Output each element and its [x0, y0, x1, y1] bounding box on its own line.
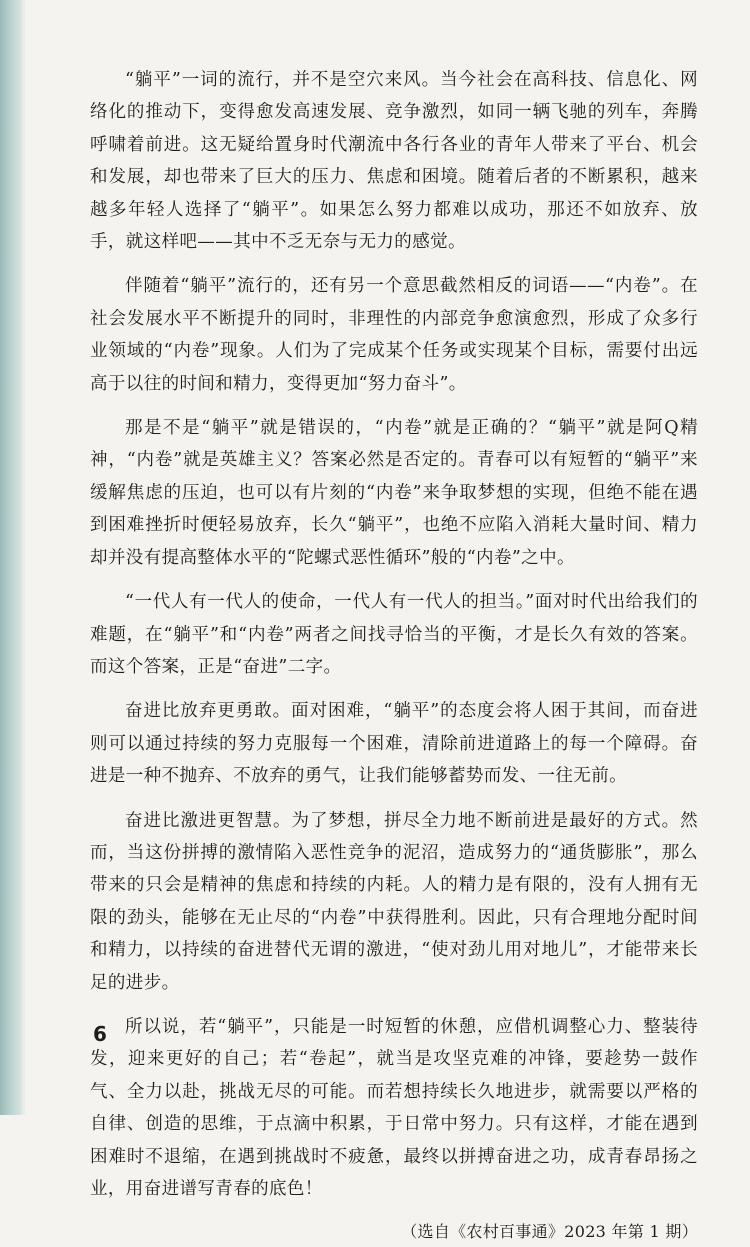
- page-number: 6: [93, 1022, 107, 1046]
- paragraph-5: 奋进比放弃更勇敢。面对困难，“躺平”的态度会将人困于其间，而奋进则可以通过持续的努力克服每一个困难，清除前进道路上的每一个障碍。奋进是一种不抛弃、不放弃的勇气，让我们能够蓄势而发、一往无前。: [90, 701, 698, 787]
- paragraph-1: “躺平”一词的流行，并不是空穴来风。当今社会在高科技、信息化、网络化的推动下，变得愈发高速发展、竞争激烈，如同一辆飞驰的列车，奔腾呼啸着前进。这无疑给置身时代潮流中各行各业的青年人带来了平台、机会和发展，却也带来了巨大的压力、焦虑和困境。随着后者的不断累积，越来越多年轻人选择了“躺平”。如果怎么努力都难以成功，那还不如放弃、放手，就这样吧——其中不乏无奈与无力的感觉。: [90, 70, 698, 253]
- book-spine-edge: [0, 0, 22, 1115]
- paragraph-2: 伴随着“躺平”流行的，还有另一个意思截然相反的词语——“内卷”。在社会发展水平不断提升的同时，非理性的内部竞争愈演愈烈，形成了众多行业领域的“内卷”现象。人们为了完成某个任务或实现某个目标，需要付出远高于以往的时间和精力，变得更加“努力奋斗”。: [90, 276, 698, 394]
- paragraph-7: 所以说，若“躺平”，只能是一时短暂的休憩，应借机调整心力、整装待发，迎来更好的自己；若“卷起”，就当是攻坚克难的冲锋，要趁势一鼓作气、全力以赴，挑战无尽的可能。而若想持续长久地进步，就需要以严格的自律、创造的思维，于点滴中积累，于日常中努力。只有这样，才能在遇到困难时不退缩，在遇到挑战时不疲惫，最终以拼搏奋进之功，成青春昂扬之业，用奋进谱写青春的底色！: [90, 1016, 698, 1199]
- source-citation: （选自《农村百事通》2023 年第 1 期）: [401, 1222, 698, 1242]
- article-body: [90, 64, 698, 1247]
- paragraph-3: 那是不是“躺平”就是错误的，“内卷”就是正确的？“躺平”就是阿Q精神，“内卷”就是英雄主义？答案必然是否定的。青春可以有短暂的“躺平”来缓解焦虑的压迫，也可以有片刻的“内卷”来争取梦想的实现，但绝不能在遇到困难挫折时便轻易放弃，长久“躺平”，也绝不应陷入消耗大量时间、精力却并没有提高整体水平的“陀螺式恶性循环”般的“内卷”之中。: [90, 418, 698, 568]
- paragraph-4: “一代人有一代人的使命，一代人有一代人的担当。”面对时代出给我们的难题，在“躺平”和“内卷”两者之间找寻恰当的平衡，才是长久有效的答案。而这个答案，正是“奋进”二字。: [90, 592, 698, 677]
- paragraph-6: 奋进比激进更智慧。为了梦想，拼尽全力地不断前进是最好的方式。然而，当这份拼搏的激情陷入恶性竞争的泥沼，造成努力的“通货膨胀”，那么带来的只会是精神的焦虑和持续的内耗。人的精力是有限的，没有人拥有无限的劲头，能够在无止尽的“内卷”中获得胜利。因此，只有合理地分配时间和精力，以持续的奋进替代无谓的激进，“使对劲儿用对地儿”，才能带来长足的进步。: [90, 810, 698, 993]
- page-edge: [22, 0, 25, 1115]
